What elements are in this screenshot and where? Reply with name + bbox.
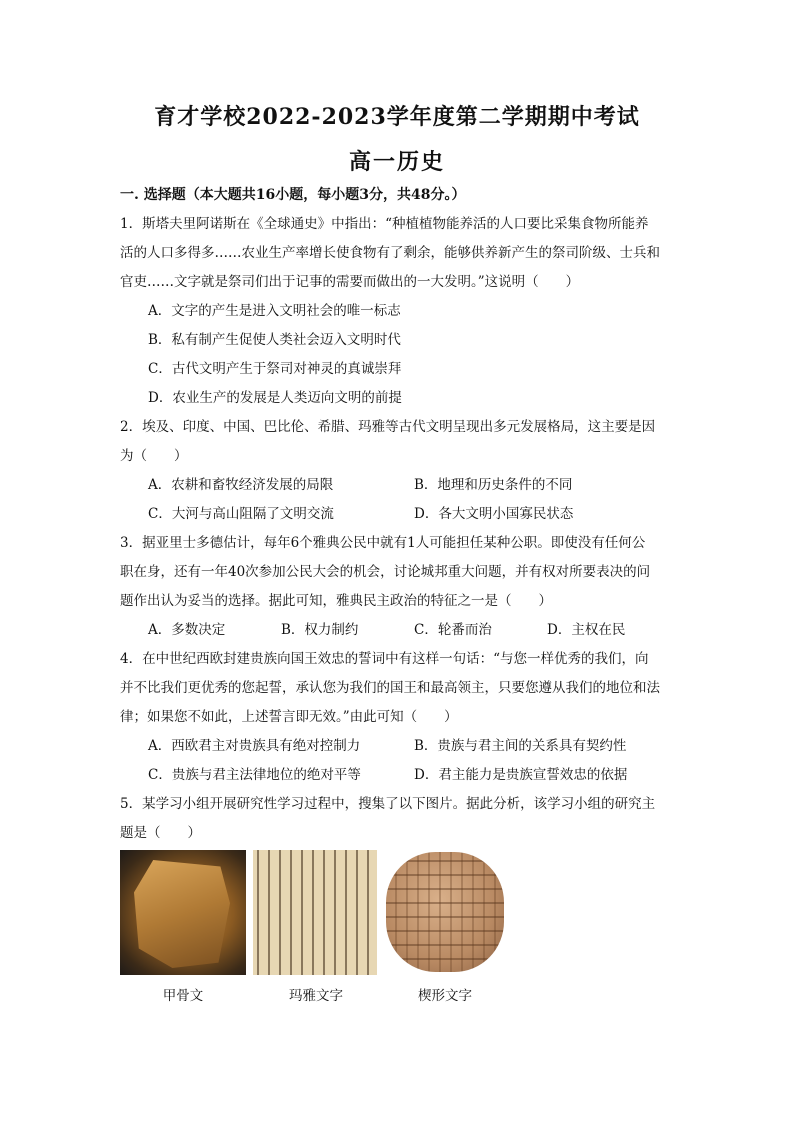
question-2-option-c: C．大河与高山阻隔了文明交流 xyxy=(148,506,334,522)
question-4-option-c: C．贵族与君主法律地位的绝对平等 xyxy=(148,767,361,783)
question-1-option-c: C．古代文明产生于祭司对神灵的真诚崇拜 xyxy=(148,361,402,377)
question-3-option-d: D．主权在民 xyxy=(547,622,626,638)
maya-script-image xyxy=(253,850,377,975)
question-2 xyxy=(120,413,680,529)
question-2-option-d: D．各大文明小国寡民状态 xyxy=(414,506,574,522)
question-3-line-1: 3．据亚里士多德估计，每年6个雅典公民中就有1人可能担任某种公职。即使没有任何公 xyxy=(120,535,646,551)
question-4-line-3: 律；如果您不如此，上述誓言即无效。”由此可知（ ） xyxy=(120,709,458,725)
question-5 xyxy=(120,790,680,1004)
question-3 xyxy=(120,529,680,645)
caption-oracle-bone: 甲骨文 xyxy=(162,988,204,1004)
question-1-option-b: B．私有制产生促使人类社会迈入文明时代 xyxy=(148,332,401,348)
question-1-option-d: D．农业生产的发展是人类迈向文明的前提 xyxy=(148,390,402,406)
question-2-line-1: 2．埃及、印度、中国、巴比伦、希腊、玛雅等古代文明呈现出多元发展格局，这主要是因 xyxy=(120,419,656,435)
question-5-images xyxy=(120,850,680,980)
question-4-options-row-2 xyxy=(120,761,680,790)
question-2-line-2: 为（ ） xyxy=(120,448,188,464)
question-3-option-b: B．权力制约 xyxy=(281,622,359,638)
question-2-options-row-2 xyxy=(120,500,680,529)
question-3-option-a: A．多数决定 xyxy=(148,622,226,638)
question-1-line-2: 活的人口多得多……农业生产率增长使食物有了剩余，能够供养新产生的祭司阶级、士兵和 xyxy=(120,245,660,261)
exam-subject: 高一历史 xyxy=(348,149,445,175)
question-3-options-row xyxy=(120,616,680,645)
caption-cuneiform: 楔形文字 xyxy=(418,988,472,1004)
exam-content xyxy=(120,180,680,1004)
question-1-option-a: A．文字的产生是进入文明社会的唯一标志 xyxy=(148,303,401,319)
question-4-option-b: B．贵族与君主间的关系具有契约性 xyxy=(414,738,627,754)
question-2-option-a: A．农耕和畜牧经济发展的局限 xyxy=(148,477,334,493)
question-2-options-row-1 xyxy=(120,471,680,500)
question-2-option-b: B．地理和历史条件的不同 xyxy=(414,477,573,493)
question-4 xyxy=(120,645,680,790)
caption-maya-script: 玛雅文字 xyxy=(289,988,343,1004)
section-heading: 一. 选择题（本大题共16小题，每小题3分，共48分。） xyxy=(120,187,466,203)
question-5-line-2: 题是（ ） xyxy=(120,825,201,841)
exam-title: 育才学校2022-2023学年度第二学期期中考试 xyxy=(154,104,640,130)
question-4-option-d: D．君主能力是贵族宣誓效忠的依据 xyxy=(414,767,628,783)
question-1-line-1: 1．斯塔夫里阿诺斯在《全球通史》中指出：“种植植物能养活的人口要比采集食物所能养 xyxy=(120,216,649,232)
cuneiform-tablet-image xyxy=(382,850,508,975)
oracle-bone-image xyxy=(120,850,246,975)
question-3-option-c: C．轮番而治 xyxy=(414,622,492,638)
question-5-line-1: 5．某学习小组开展研究性学习过程中，搜集了以下图片。据此分析，该学习小组的研究主 xyxy=(120,796,656,812)
question-1-line-3: 官吏……文字就是祭司们出于记事的需要而做出的一大发明。”这说明（ ） xyxy=(120,274,580,290)
question-4-option-a: A．西欧君主对贵族具有绝对控制力 xyxy=(148,738,361,754)
question-3-line-3: 题作出认为妥当的选择。据此可知，雅典民主政治的特征之一是（ ） xyxy=(120,593,552,609)
question-3-line-2: 职在身，还有一年40次参加公民大会的机会，讨论城邦重大问题，并有权对所要表决的问 xyxy=(120,564,651,580)
question-4-line-2: 并不比我们更优秀的您起誓，承认您为我们的国王和最高领主，只要您遵从我们的地位和法 xyxy=(120,680,660,696)
question-4-line-1: 4．在中世纪西欧封建贵族向国王效忠的誓词中有这样一句话：“与您一样优秀的我们，向 xyxy=(120,651,649,667)
question-5-captions xyxy=(120,980,680,1004)
question-4-options-row-1 xyxy=(120,732,680,761)
question-1 xyxy=(120,210,680,413)
